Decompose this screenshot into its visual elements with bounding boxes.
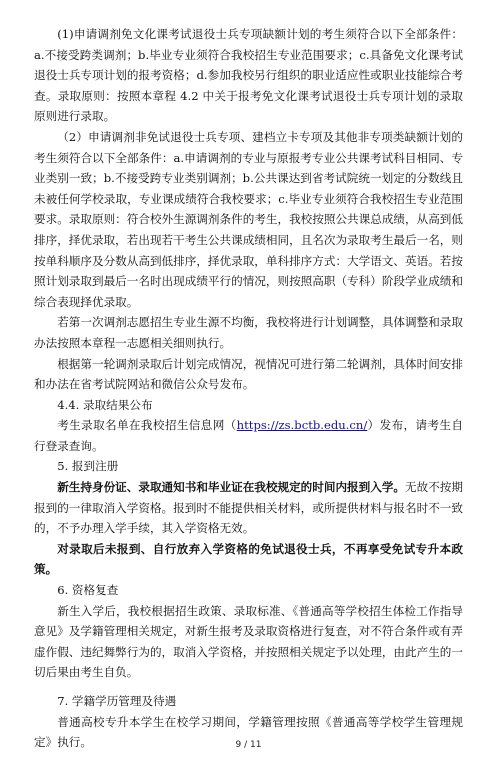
paragraph-plan-adjustment: 若第一次调剂志愿招生专业生源不均衡，我校将进行计划调整，具体调整和录取办法按照本章程一志愿相关细则执行。	[34, 315, 463, 350]
section-heading-4-4: 4.4. 录取结果公布	[57, 397, 153, 412]
section-heading-7: 7. 学籍学历管理及待遇	[57, 694, 177, 708]
paragraph-non-special-plan: （2）申请调剂非免试退役士兵专项、建档立卡专项及其他非专项类缺额计划的考生须符合以下全部条件：a.申请调剂的专业与原报考专业公共课考试科目相同、专业类别一致；b.不接受跨专业类别调剂；b.公共课达到省考试院统一划定的分数线且未被任何学校录取，专业课成绩符合我校要求；c.毕业专业须符合我校招生专业范围要求。录取原则：符合校外生源调剂条件的考生，我校按照公共课总成绩，从高到低排序，择优录取，若出现若干考生公共课成绩相同，且名次为录取考生最后一名，则按单科顺序及分数从高到低排序，择优录取，单科排序方式：大学语文、英语。若按照计划录取到最后一名时出现成绩平行的情况，则按照高职（专科）阶段学业成绩和综合表现择优录取。	[34, 129, 463, 309]
paragraph-registration	[34, 477, 463, 539]
admission-site-link[interactable]: https://zs.bctb.edu.cn/	[236, 418, 368, 433]
paragraph-military-special-plan: (1)申请调剂免文化课考试退役士兵专项缺额计划的考生须符合以下全部条件：a.不接受跨类调剂；b.毕业专业须符合我校招生专业范围要求；c.具备免文化课考试退役士兵专项计划的报考资格；d.参加我校另行组织的职业适应性或职业技能综合考查。录取原则：按照本章程 4.2 中关于报考免文化课考试退役士兵专项计划的录取原则进行录取。	[34, 27, 463, 124]
paragraph-forfeit-policy: 对录取后未报到、自行放弃入学资格的免试退役士兵，不再享受免试专升本政策。	[34, 541, 463, 577]
paragraph-second-round: 根据第一轮调剂录取后计划完成情况，视情况可进行第二轮调剂，具体时间安排和办法在省考试院网站和微信公众号发布。	[34, 356, 463, 392]
section-heading-5: 5. 报到注册	[57, 459, 119, 474]
paragraph-qualification-review: 新生入学后，我校根据招生政策、录取标准、《普通高等学校招生体检工作指导意见》及学籍管理相关规定，对新生报考及录取资格进行复查，对不符合条件或有弄虚作假、违纪舞弊行为的，取消入学资格，并按照相关规定予以处理，由此产生的一切后果由考生自负。	[34, 603, 463, 680]
page-number: 9 / 11	[235, 740, 262, 750]
paragraph-results-publication	[34, 415, 463, 456]
results-text-after: ）发布，请考生自行登录查询。	[34, 418, 463, 453]
paragraph-student-status: 普通高校专升本学生在校学习期间，学籍管理按照《普通高等学校学生管理规定》执行。	[34, 714, 463, 750]
registration-bold-text: 新生持身份证、录取通知书和毕业证在我校规定的时间内报到入学。	[57, 480, 406, 495]
results-text-before: 考生录取名单在我校招生信息网（	[57, 418, 237, 433]
section-heading-6: 6. 资格复查	[57, 583, 119, 598]
registration-rest-text: 无故不按期报到的一律取消入学资格。报到时不能提供相关材料，或所提供材料与报名时不一致的，不予办理入学手续，其入学资格无效。	[34, 480, 463, 536]
